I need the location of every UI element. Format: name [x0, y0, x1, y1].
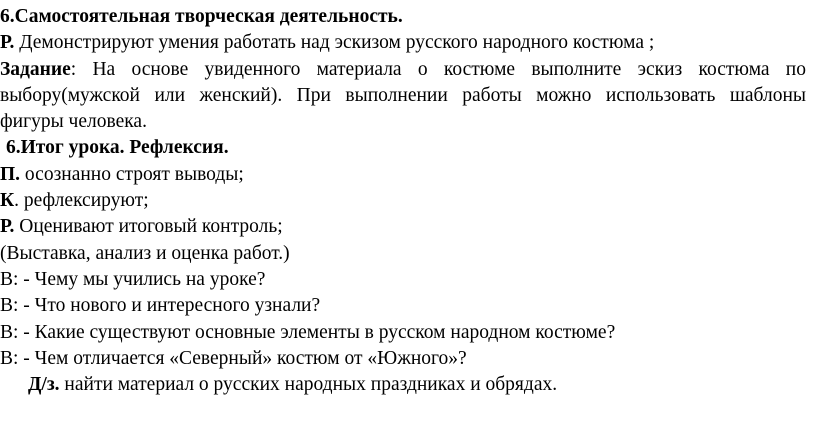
question-3 — [0, 320, 812, 346]
r-label: Р. — [0, 32, 15, 54]
question-1 — [0, 267, 812, 293]
k-label: К — [0, 190, 15, 212]
task-text-2: выбору(мужской или женский). При выполнении работы можно использовать шаблоны — [0, 84, 806, 106]
document-page — [0, 4, 812, 398]
summary-r-line — [0, 214, 812, 240]
homework-label: Д/з. — [28, 374, 60, 396]
homework-line — [0, 372, 812, 398]
question-2-text: В: - Что нового и интересного узнали? — [0, 295, 321, 317]
summary-r-label: Р. — [0, 216, 15, 238]
section-6-r-line — [0, 30, 812, 56]
k-text: . рефлексируют; — [14, 190, 149, 212]
exhibition-text: (Выставка, анализ и оценка работ.) — [0, 242, 290, 264]
question-4 — [0, 346, 812, 372]
summary-k-line — [0, 188, 812, 214]
r-text: Демонстрируют умения работать над эскизом русского народного костюма ; — [14, 32, 655, 54]
task-line-1 — [0, 57, 806, 83]
task-text-1: : На основе увиденного материала о костюме выполните эскиз костюма по — [70, 58, 806, 80]
exhibition-line — [0, 241, 812, 267]
p-text: осознанно строят выводы; — [20, 163, 244, 185]
task-line-2 — [0, 83, 806, 109]
task-label: Задание — [0, 58, 71, 80]
question-4-text: В: - Чем отличается «Северный» костюм от «Южного»? — [0, 347, 467, 369]
summary-heading-text: 6.Итог урока. Рефлексия. — [6, 137, 229, 159]
task-text-3: фигуры человека. — [0, 111, 147, 133]
summary-heading — [0, 135, 812, 161]
question-2 — [0, 293, 812, 319]
question-1-text: В: - Чему мы учились на уроке? — [0, 268, 266, 290]
task-line-3 — [0, 109, 812, 135]
homework-text: найти материал о русских народных праздниках и обрядах. — [59, 374, 558, 396]
section-6-heading — [0, 4, 812, 30]
p-label: П. — [0, 163, 21, 185]
section-6-heading-text: 6.Самостоятельная творческая деятельность. — [0, 6, 403, 27]
summary-p-line — [0, 162, 812, 188]
question-3-text: В: - Какие существуют основные элементы в русском народном костюме? — [0, 321, 616, 343]
summary-r-text: Оценивают итоговый контроль; — [14, 216, 283, 238]
